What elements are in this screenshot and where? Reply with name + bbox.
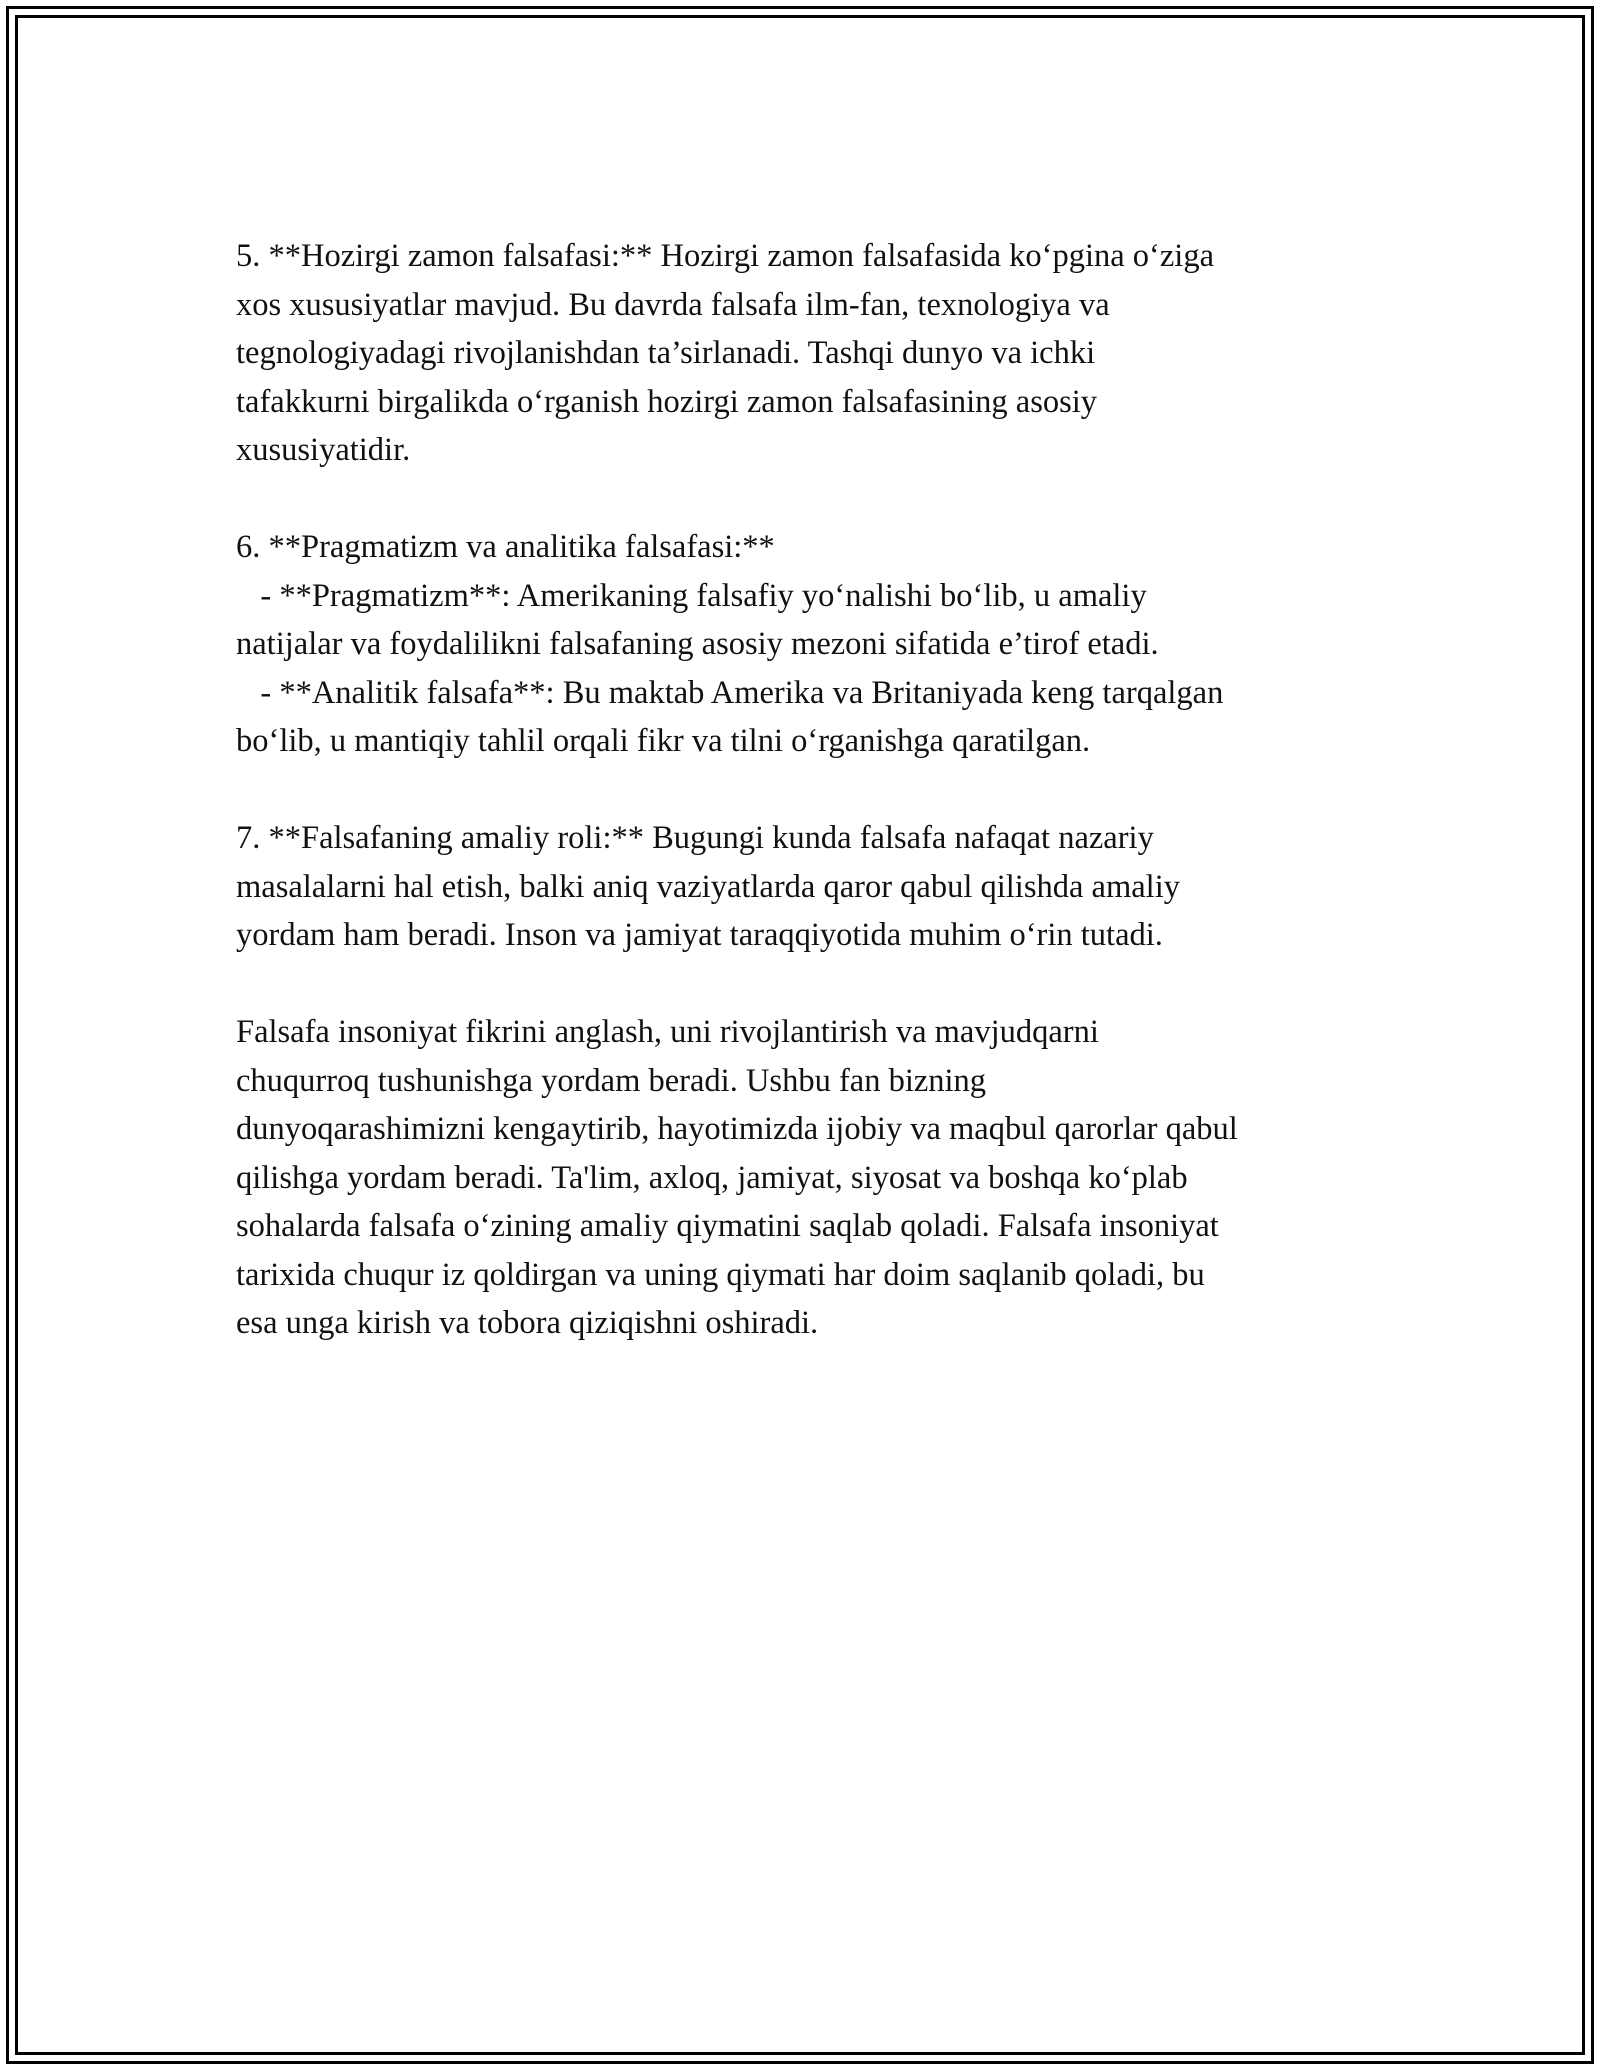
text-line: - **Analitik falsafa**: Bu maktab Amerika va Britaniyada keng tarqalgan — [236, 674, 1224, 711]
text-line: yordam ham beradi. Inson va jamiyat taraqqiyotida muhim o‘rin tutadi. — [236, 917, 1163, 953]
text-line: 5. **Hozirgi zamon falsafasi:** Hozirgi zamon falsafasida ko‘pgina o‘ziga — [236, 238, 1214, 274]
text-line: tafakkurni birgalikda o‘rganish hozirgi zamon falsafasining asosiy — [236, 383, 1098, 420]
text-line: masalalarni hal etish, balki aniq vaziyatlarda qaror qabul qilishda amaliy — [236, 868, 1180, 905]
text-line: Falsafa insoniyat fikrini anglash, uni rivojlantirish va mavjudqarni — [236, 1014, 1099, 1050]
section-hozirgi-zamon-falsafasi — [236, 232, 1376, 475]
section-pragmatizm-va-analitika — [236, 523, 1376, 766]
text-line: 7. **Falsafaning amaliy roli:** Bugungi kunda falsafa nafaqat nazariy — [236, 820, 1154, 856]
text-line: chuqurroq tushunishga yordam beradi. Ushbu fan bizning — [236, 1062, 987, 1099]
text-line: - **Pragmatizm**: Amerikaning falsafiy yo‘nalishi bo‘lib, u amaliy — [236, 577, 1147, 614]
text-line: xos xususiyatlar mavjud. Bu davrda falsafa ilm-fan, texnologiya va — [236, 286, 1110, 323]
text-line: sohalarda falsafa o‘zining amaliy qiymatini saqlab qoladi. Falsafa insoniyat — [236, 1208, 1219, 1244]
text-line: dunyoqarashimizni kengaytirib, hayotimizda ijobiy va maqbul qarorlar qabul — [236, 1111, 1238, 1147]
text-line: 6. **Pragmatizm va analitika falsafasi:** — [236, 529, 775, 565]
text-line: esa unga kirish va tobora qiziqishni oshiradi. — [236, 1305, 819, 1341]
text-line: natijalar va foydalilikni falsafaning asosiy mezoni sifatida e’tirof etadi. — [236, 626, 1159, 662]
text-line: tarixida chuqur iz qoldirgan va uning qiymati har doim saqlanib qoladi, bu — [236, 1256, 1205, 1293]
section-falsafaning-amaliy-roli — [236, 814, 1376, 960]
text-line: tegnologiyadagi rivojlanishdan ta’sirlanadi. Tashqi dunyo va ichki — [236, 335, 1096, 371]
section-conclusion — [236, 1008, 1376, 1348]
text-line: qilishga yordam beradi. Ta'lim, axloq, jamiyat, siyosat va boshqa ko‘plab — [236, 1159, 1188, 1196]
text-line: xususiyatidir. — [236, 432, 411, 468]
document-body — [236, 232, 1376, 1396]
text-line: bo‘lib, u mantiqiy tahlil orqali fikr va tilni o‘rganishga qaratilgan. — [236, 723, 1091, 759]
